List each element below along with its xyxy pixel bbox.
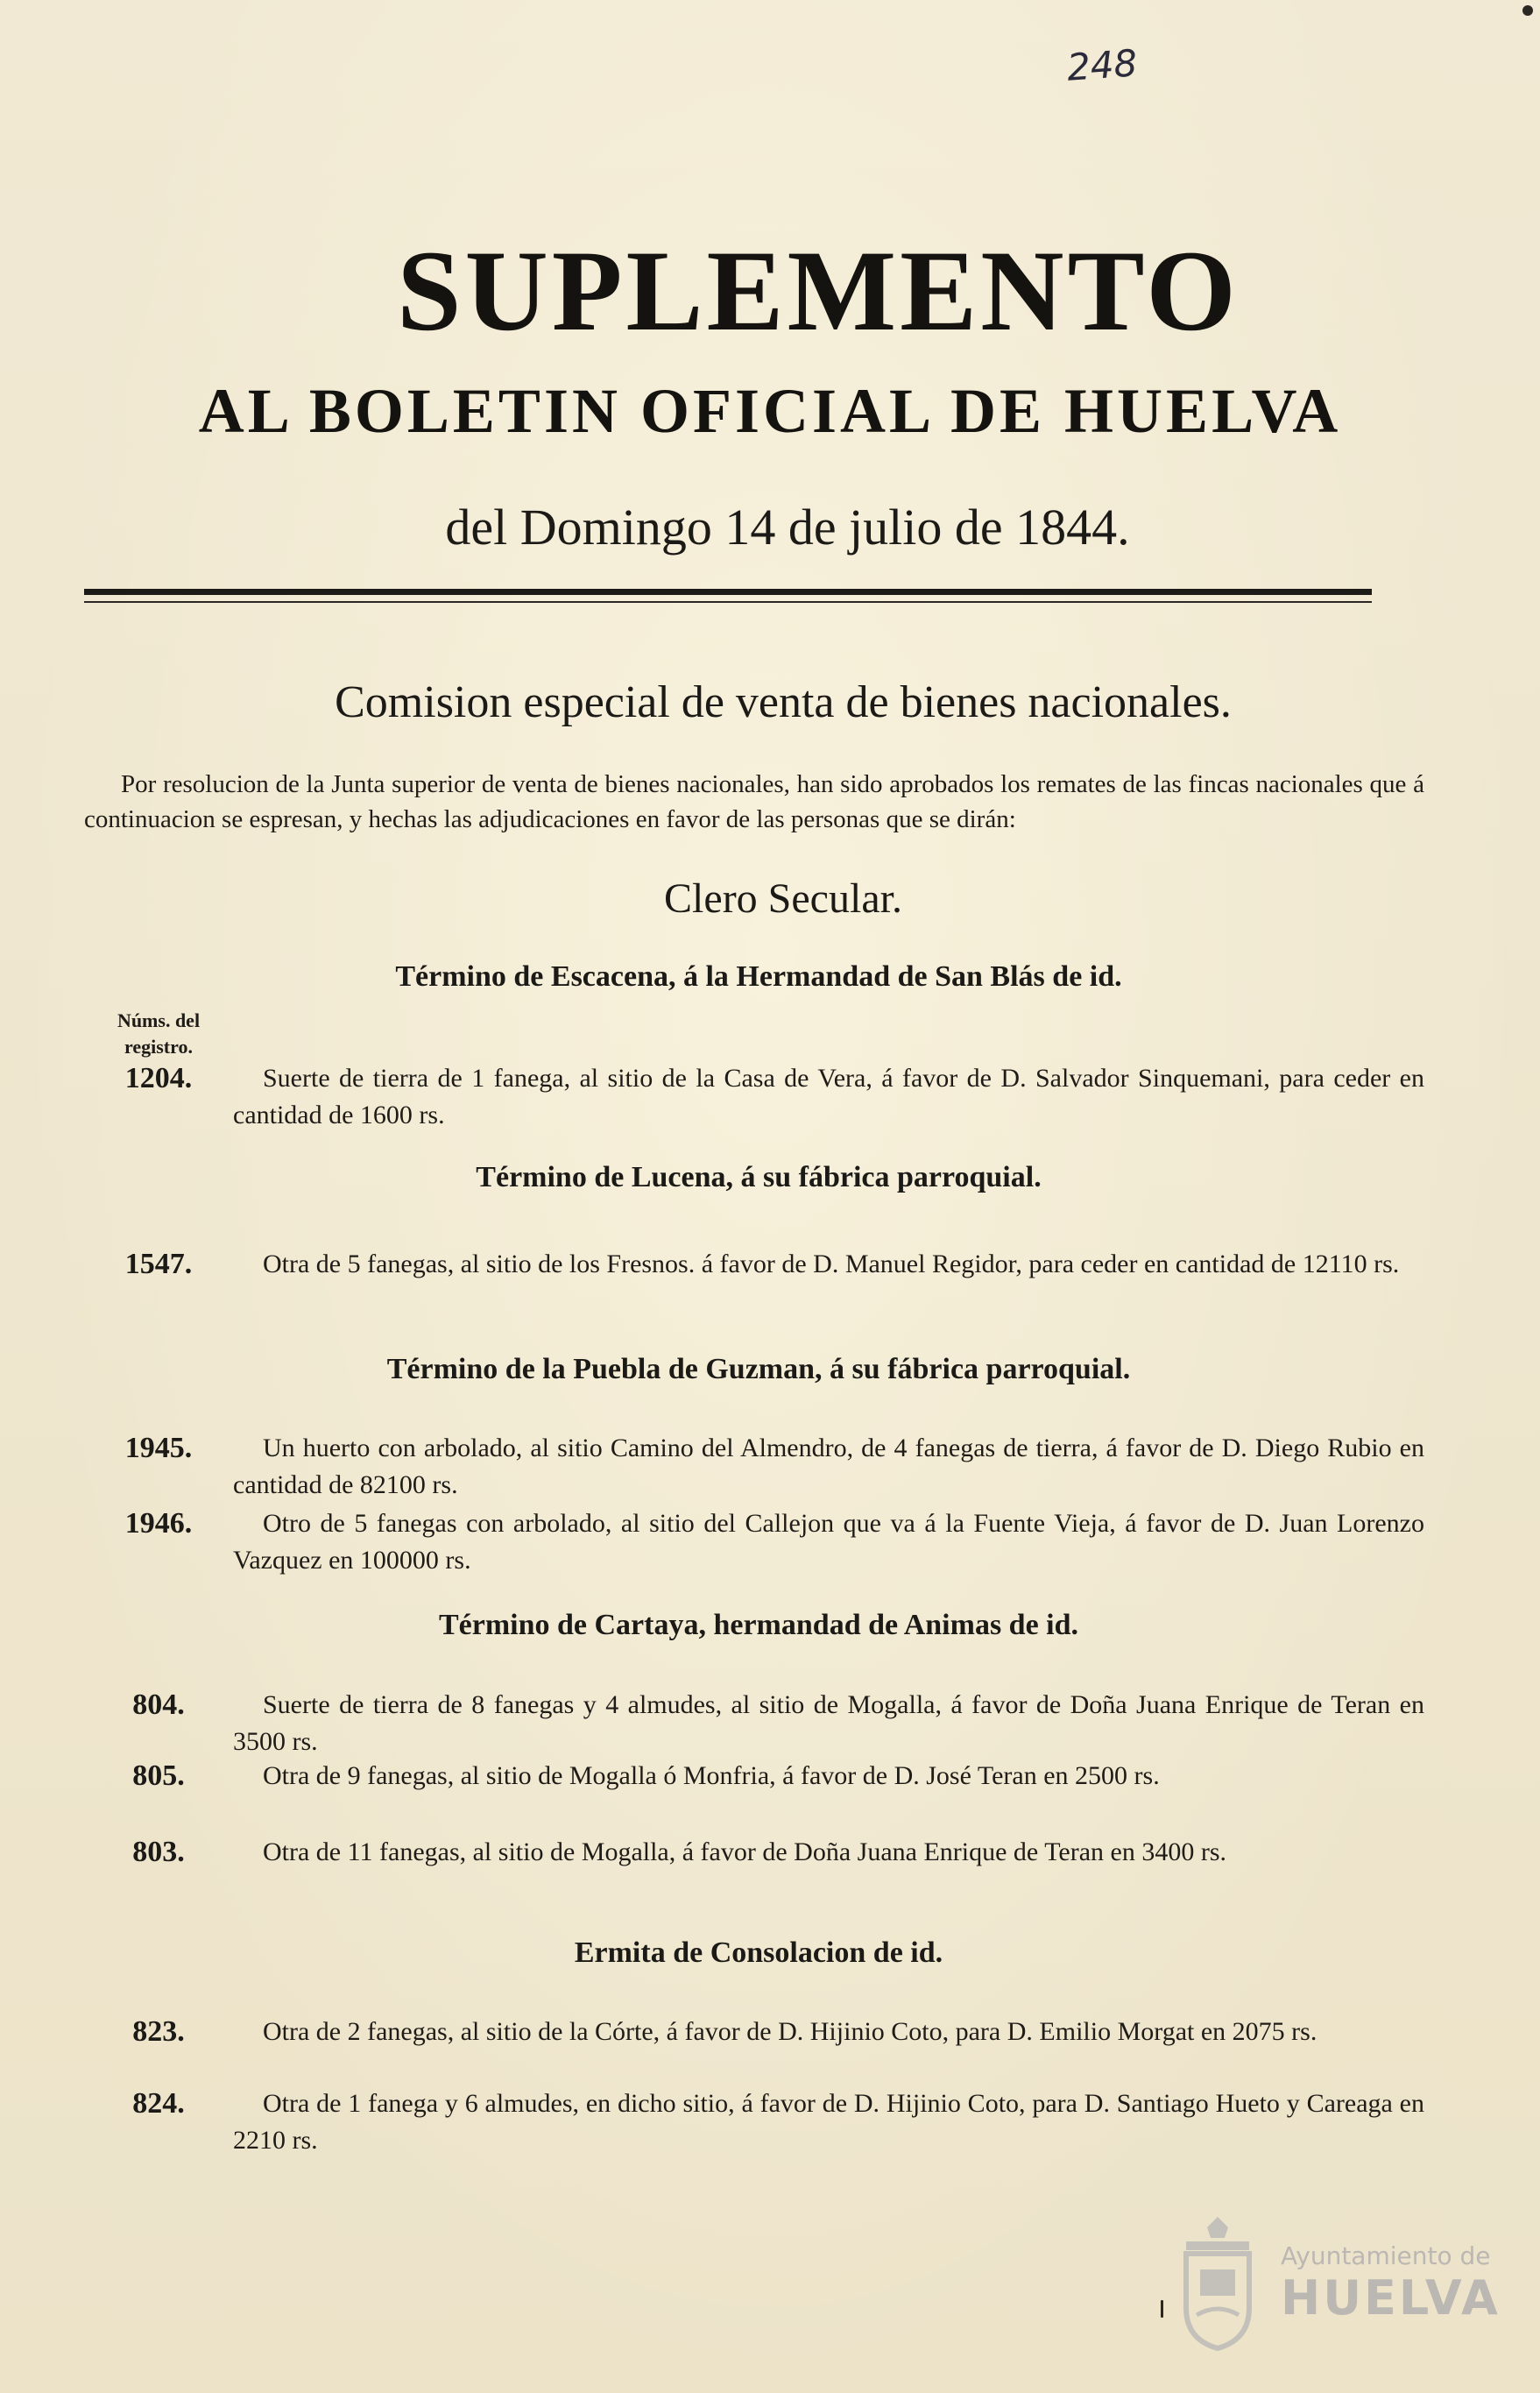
- termino-heading: Término de Escacena, á la Hermandad de San Blás de id.: [395, 960, 1122, 993]
- registry-number: 824.: [132, 2087, 185, 2120]
- termino-heading: Término de Cartaya, hermandad de Animas de id.: [438, 1609, 1079, 1641]
- subsection-heading: Clero Secular.: [664, 875, 902, 922]
- paper-speck: [1161, 2300, 1163, 2318]
- entry-text: Otra de 1 fanega y 6 almudes, en dicho sitio, á favor de D. Hijinio Coto, para D. Santiago Hueto y Careaga en 2210 rs.: [233, 2089, 1424, 2155]
- entry-text: Otra de 9 fanegas, al sitio de Mogalla ó Monfria, á favor de D. José Teran en 2500 rs.: [263, 1761, 1160, 1790]
- registry-number: 823.: [132, 2015, 185, 2048]
- issue-date: del Domingo 14 de julio de 1844.: [445, 499, 1130, 556]
- registry-number: 1547.: [124, 1248, 193, 1280]
- registry-number: 1204.: [124, 1062, 193, 1094]
- watermark-line2: HUELVA: [1281, 2270, 1501, 2326]
- entry-text: Otro de 5 fanegas con arbolado, al sitio del Callejon que va á la Fuente Vieja, á favor de D. Juan Lorenzo Vazquez en 100000 rs.: [233, 1509, 1424, 1575]
- section-heading: Comision especial de venta de bienes nacionales.: [335, 677, 1232, 727]
- paper-speck: [1522, 5, 1533, 16]
- city-seal-icon: [1174, 2212, 1261, 2352]
- entry-text: Un huerto con arbolado, al sitio Camino del Almendro, de 4 fanegas de tierra, á favor de D. Diego Rubio en cantidad de 82100 rs.: [233, 1434, 1424, 1499]
- document-title: SUPLEMENTO: [397, 226, 1240, 355]
- watermark: [1281, 2241, 1501, 2326]
- entry-text: Suerte de tierra de 1 fanega, al sitio de la Casa de Vera, á favor de D. Salvador Sinquemani, para ceder en cantidad de 1600 rs.: [233, 1064, 1424, 1129]
- document-subtitle: AL BOLETIN OFICIAL DE HUELVA: [198, 376, 1342, 446]
- header-rule-thin: [84, 601, 1372, 603]
- registry-number: 804.: [132, 1689, 185, 1721]
- entry-text: Otra de 11 fanegas, al sitio de Mogalla, á favor de Doña Juana Enrique de Teran en 3400 rs.: [263, 1837, 1227, 1866]
- registry-column-label: Núms. del registro.: [117, 1009, 201, 1058]
- registry-number: 1946.: [124, 1507, 193, 1540]
- termino-heading: Término de la Puebla de Guzman, á su fábrica parroquial.: [386, 1353, 1131, 1385]
- registry-number: 803.: [132, 1836, 185, 1868]
- termino-heading: Ermita de Consolacion de id.: [574, 1936, 943, 1969]
- folio-number: 248: [1065, 41, 1139, 89]
- watermark-line1: Ayuntamiento de: [1281, 2241, 1491, 2270]
- header-rule: [84, 589, 1372, 595]
- registry-number: 1945.: [124, 1432, 193, 1464]
- entry-text: Otra de 5 fanegas, al sitio de los Fresnos. á favor de D. Manuel Regidor, para ceder en cantidad de 12110 rs.: [263, 1250, 1400, 1278]
- entry-text: Otra de 2 fanegas, al sitio de la Córte, á favor de D. Hijinio Coto, para D. Emilio Morgat en 2075 rs.: [263, 2017, 1317, 2046]
- termino-heading: Término de Lucena, á su fábrica parroquial.: [476, 1161, 1042, 1193]
- intro-paragraph: Por resolucion de la Junta superior de venta de bienes nacionales, han sido aprobados los remates de las fincas nacionales que á continuacion se espresan, y hechas las adjudicaciones en favor de las personas que se dirán:: [84, 770, 1424, 833]
- registry-number: 805.: [132, 1759, 185, 1792]
- entry-text: Suerte de tierra de 8 fanegas y 4 almudes, al sitio de Mogalla, á favor de Doña Juana Enrique de Teran en 3500 rs.: [233, 1690, 1424, 1756]
